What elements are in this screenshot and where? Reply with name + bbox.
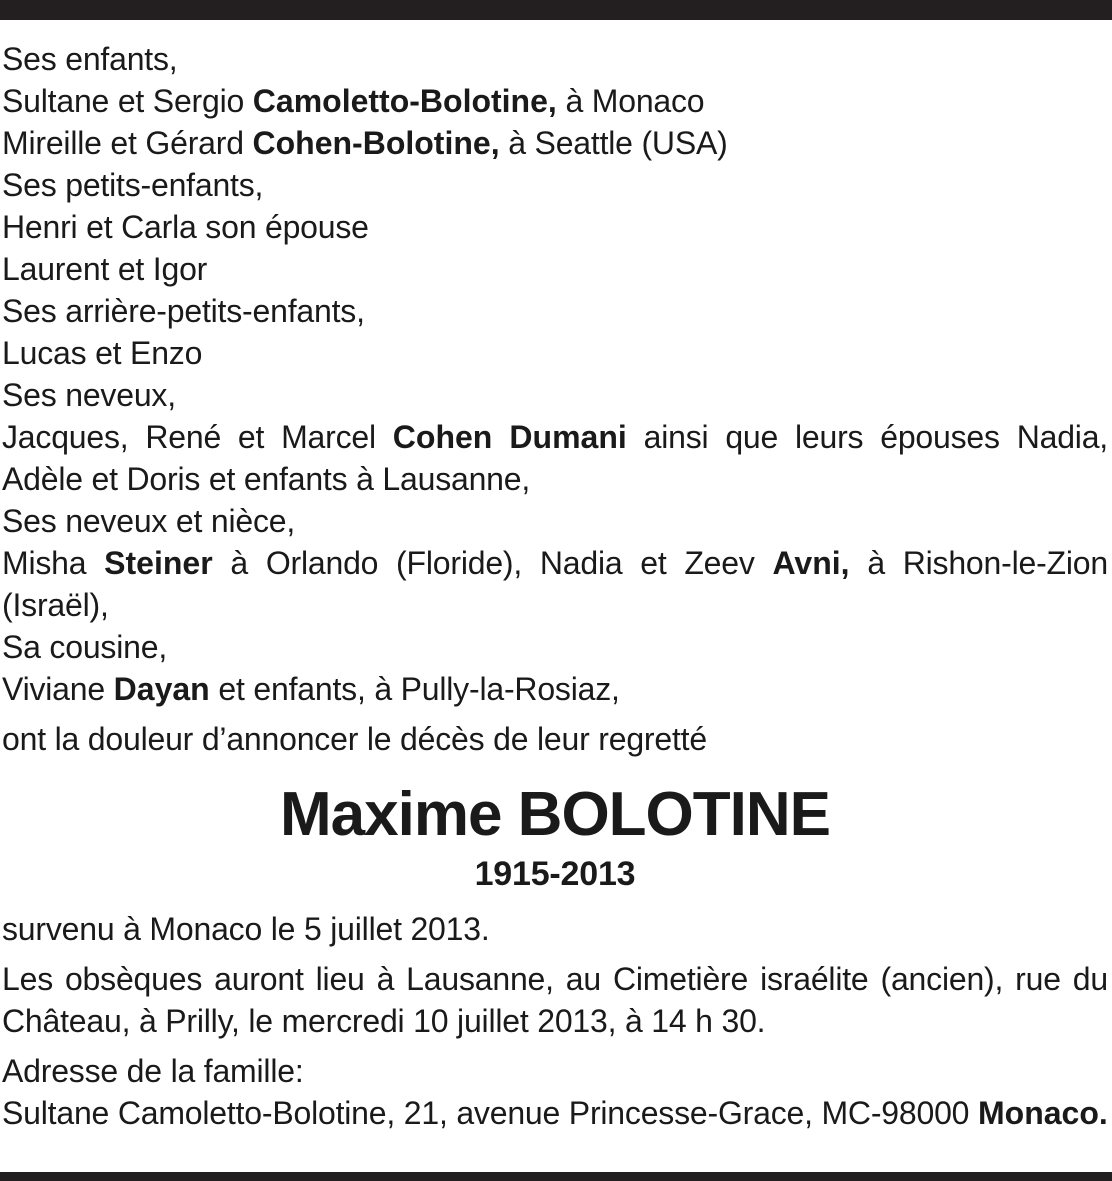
death-info: survenu à Monaco le 5 juillet 2013. — [2, 911, 490, 947]
cousin-line — [2, 668, 1108, 710]
cousin-first-name: Viviane — [2, 671, 114, 707]
nephew-first-name: Misha — [2, 545, 105, 581]
nephews-niece-line-cont: (Israël), — [2, 587, 109, 623]
niece-place: à Rishon-le-Zion — [849, 545, 1108, 581]
nephews-surname: Cohen Dumani — [392, 419, 627, 455]
child-line-2 — [2, 122, 1108, 164]
niece-surname: Avni, — [772, 545, 850, 581]
funeral-info: Les obsèques auront lieu à Lausanne, au Cimetière israélite (ancien), rue du Château, à Prilly, le mercredi 10 juillet 2013, à 14 h 30. — [2, 961, 1108, 1039]
child-1-surname: Camoletto-Bolotine, — [252, 83, 557, 119]
top-rule — [0, 0, 1112, 20]
nephew-surname: Steiner — [104, 545, 213, 581]
cousin-heading: Sa cousine, — [2, 629, 168, 665]
grandchildren-heading: Ses petits-enfants, — [2, 167, 264, 203]
address-street: Sultane Camoletto-Bolotine, 21, avenue Princesse-Grace, MC-98000 — [2, 1095, 978, 1131]
nephews-names: Jacques, René et Marcel — [2, 419, 393, 455]
great-grandchildren-heading: Ses arrière-petits-enfants, — [2, 293, 365, 329]
address-heading: Adresse de la famille: — [2, 1053, 304, 1089]
child-line-1 — [2, 80, 1108, 122]
nephews-niece-line — [2, 542, 1108, 584]
grandchild-line-1: Henri et Carla son épouse — [2, 209, 369, 245]
address-city: Monaco. — [977, 1095, 1108, 1131]
nephews-heading: Ses neveux, — [2, 377, 176, 413]
death-notice — [2, 38, 1108, 1134]
niece-names: à Orlando (Floride), Nadia et Zeev — [212, 545, 773, 581]
nephews-line-cont: Adèle et Doris et enfants à Lausanne, — [2, 461, 531, 497]
children-heading: Ses enfants, — [2, 41, 178, 77]
deceased-years: 1915-2013 — [474, 855, 636, 893]
deceased-name: Maxime BOLOTINE — [280, 780, 830, 849]
bottom-rule — [0, 1172, 1112, 1181]
child-1-names: Sultane et Sergio — [2, 83, 253, 119]
announcement: ont la douleur d’annoncer le décès de leur regretté — [2, 721, 707, 757]
great-grandchildren-line: Lucas et Enzo — [2, 335, 203, 371]
cousin-place: et enfants, à Pully-la-Rosiaz, — [209, 671, 620, 707]
child-2-place: à Seattle (USA) — [499, 125, 728, 161]
nephews-niece-heading: Ses neveux et nièce, — [2, 503, 296, 539]
child-2-names: Mireille et Gérard — [2, 125, 253, 161]
deceased-block — [2, 780, 1108, 894]
address-line — [2, 1092, 1108, 1134]
nephews-spouses: ainsi que leurs épouses Nadia, — [626, 419, 1108, 455]
child-2-surname: Cohen-Bolotine, — [252, 125, 500, 161]
grandchild-line-2: Laurent et Igor — [2, 251, 208, 287]
cousin-surname: Dayan — [113, 671, 210, 707]
nephews-line — [2, 416, 1108, 458]
child-1-place: à Monaco — [556, 83, 705, 119]
